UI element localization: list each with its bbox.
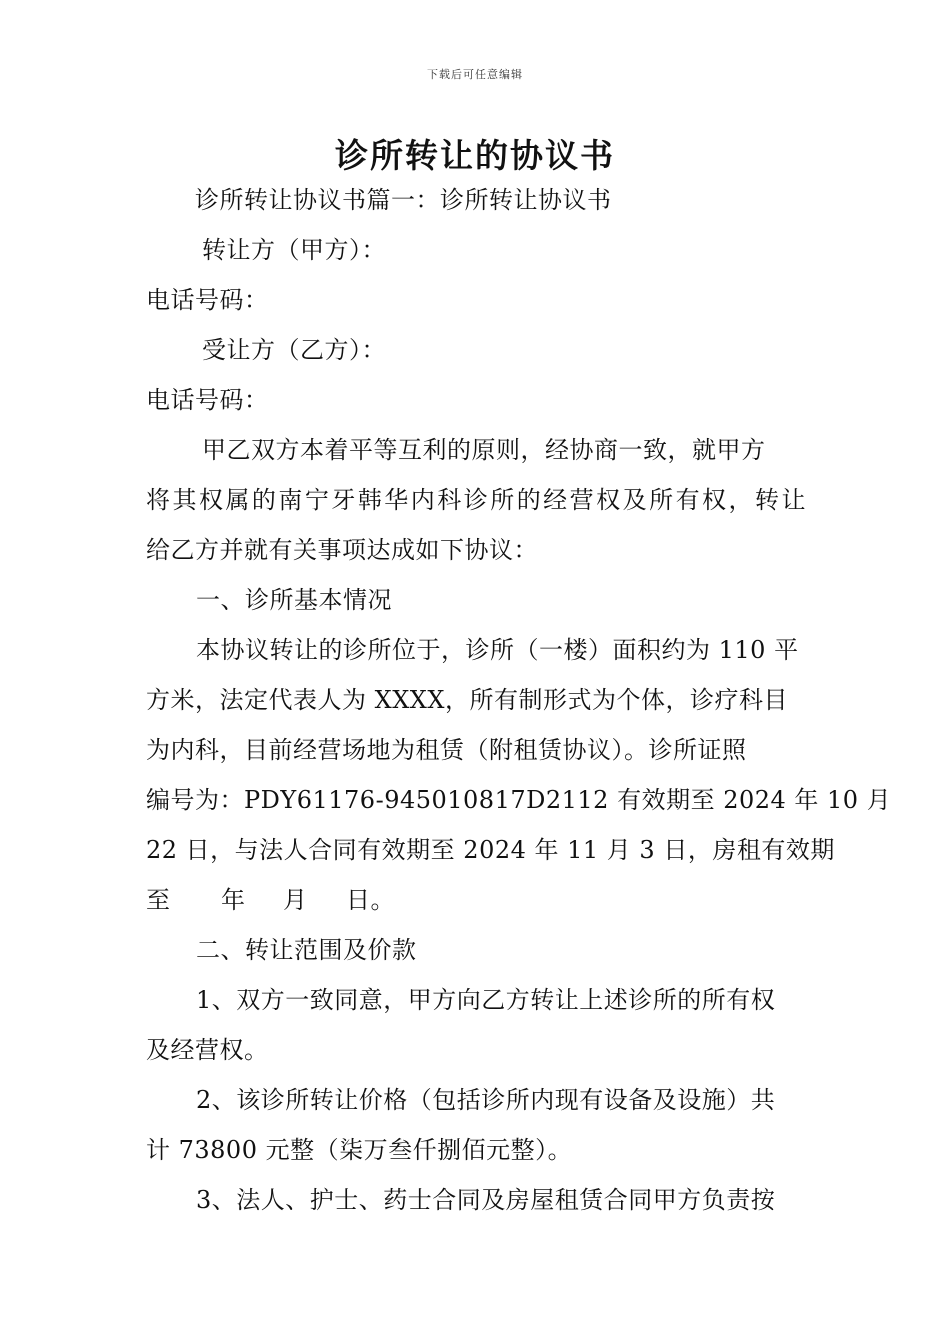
header-note: 下载后可任意编辑 xyxy=(427,68,523,81)
document-title: 诊所转让的协议书 xyxy=(335,136,615,175)
transferor-phone-label: 电话号码： xyxy=(146,286,269,314)
blank-nian: 年 xyxy=(221,886,246,914)
transferor-label: 转让方（甲方）： xyxy=(202,236,386,264)
clause-1-line-2: 及经营权。 xyxy=(146,1036,269,1064)
section-1-line-2: 方米，法定代表人为 XXXX，所有制形式为个体，诊疗科目 xyxy=(146,686,788,714)
blank-zhi: 至 xyxy=(146,886,171,914)
transferee-label: 受让方（乙方）： xyxy=(202,336,386,364)
blank-yue: 月 xyxy=(283,886,308,914)
transferee-phone-label: 电话号码： xyxy=(146,386,269,414)
section-1-line-1: 本协议转让的诊所位于，诊所（一楼）面积约为 110 平 xyxy=(196,636,799,664)
clause-2-line-2: 计 73800 元整（柒万叁仟捌佰元整）。 xyxy=(146,1136,573,1164)
section-1-line-3: 为内科，目前经营场地为租赁（附租赁协议）。诊所证照 xyxy=(146,736,747,764)
section-1-line-6 xyxy=(146,885,806,915)
paragraph-intro-line-3: 给乙方并就有关事项达成如下协议： xyxy=(146,536,538,564)
blank-ri: 日。 xyxy=(346,886,395,914)
clause-3-line-1: 3、法人、护士、药士合同及房屋租赁合同甲方负责按 xyxy=(196,1186,776,1214)
paragraph-intro-line-1: 甲乙双方本着平等互利的原则，经协商一致，就甲方 xyxy=(202,436,766,464)
section-heading-1: 一、诊所基本情况 xyxy=(196,586,392,614)
subtitle-line: 诊所转让协议书篇一：诊所转让协议书 xyxy=(195,186,612,214)
section-1-line-5: 22 日，与法人合同有效期至 2024 年 11 月 3 日，房租有效期 xyxy=(146,836,835,864)
clause-1-line-1: 1、双方一致同意，甲方向乙方转让上述诊所的所有权 xyxy=(196,986,776,1014)
paragraph-intro-line-2: 将其权属的南宁牙韩华内科诊所的经营权及所有权，转让 xyxy=(146,486,806,514)
section-1-line-4: 编号为：PDY61176-945010817D2112 有效期至 2024 年 10 月 xyxy=(146,786,892,814)
section-heading-2: 二、转让范围及价款 xyxy=(196,936,417,964)
clause-2-line-1: 2、该诊所转让价格（包括诊所内现有设备及设施）共 xyxy=(196,1086,776,1114)
